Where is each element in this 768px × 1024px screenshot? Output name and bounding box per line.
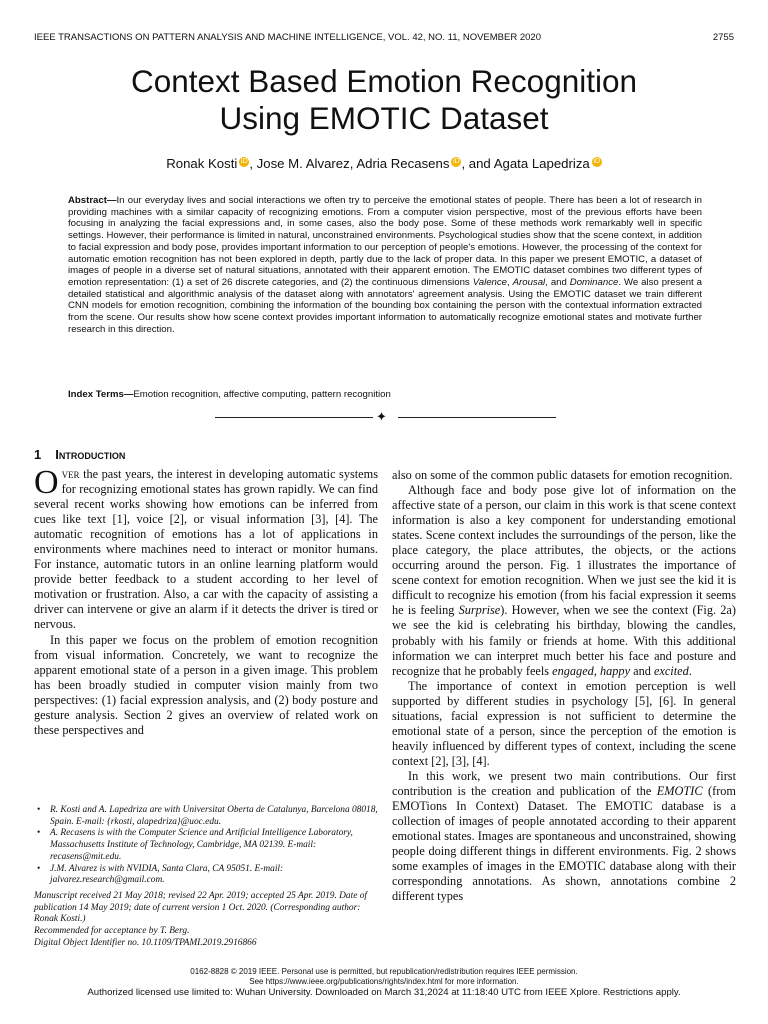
- right-column: [392, 468, 736, 904]
- section-number: 1: [34, 447, 42, 462]
- divider-diamond-icon: ✦: [376, 409, 387, 424]
- manuscript-dates: Manuscript received 21 May 2018; revised 22 Apr. 2019; accepted 25 Apr. 2019. Date of publication 14 May 2019; date of current version 1 Oct. 2020. (Corresponding author: Ronak Kosti.): [34, 890, 367, 925]
- intro-paragraph-5: The importance of context in emotion perception is well supported by different studies in psychology [5], [6]. In general situations, facial expression is not sufficient to determine the emotional state of a person, since the perception of the emotion is heavily influenced by different types of context, including the scene context [2], [3], [4].: [392, 678, 736, 768]
- abstract-dominance: Dominance: [569, 276, 619, 288]
- orcid-icon[interactable]: iD: [453, 158, 460, 165]
- journal-header: IEEE TRANSACTIONS ON PATTERN ANALYSIS AND MACHINE INTELLIGENCE, VOL. 42, NO. 11, NOVEMBER 2020: [34, 32, 541, 43]
- emotion-excited: excited: [653, 663, 689, 678]
- intro-paragraph-3: also on some of the common public datasets for emotion recognition.: [392, 468, 733, 482]
- paper-title: [0, 63, 768, 137]
- affiliation-item: • R. Kosti and A. Lapedriza are with Universitat Oberta de Catalunya, Barcelona 08018, Spain. E-mail: {rkosti, alapedriza}@uoc.edu.: [50, 805, 378, 828]
- paragraph-text: ). However, when we see the context (Fig. 2a) we see the kid is celebrating his birthday, blowing the candles, probably with his family or friends at home. With this additional information we can interpret much better his face and posture and recognize that he probably feels: [392, 603, 736, 678]
- title-line-1: Context Based Emotion Recognition: [130, 63, 638, 99]
- punctuation: .: [688, 663, 692, 678]
- first-word: ver: [61, 467, 80, 481]
- abstract-valence: Valence: [472, 276, 508, 288]
- emotion-engaged: engaged: [552, 663, 594, 678]
- abstract: [68, 195, 702, 335]
- recommended-by: Recommended for acceptance by T. Berg.: [34, 926, 190, 937]
- intro-paragraph-4: [392, 483, 736, 679]
- page-number: 2755: [712, 32, 734, 43]
- affiliation-item: • A. Recasens is with the Computer Science and Artificial Intelligence Laboratory, Massachusetts Institute of Technology, Cambridge, MA 02139. E-mail: recasens@mit.edu.: [50, 828, 378, 863]
- abstract-arousal: Arousal: [512, 276, 546, 288]
- copyright-line-1: 0162-8828 © 2019 IEEE. Personal use is permitted, but republication/redistribution requires IEEE permission.: [190, 967, 578, 976]
- intro-paragraph-1: [34, 464, 378, 633]
- section-heading: [34, 447, 125, 462]
- paragraph-text: (from EMOTions In Context) Dataset. The EMOTIC database is a collection of images of people annotated according to their apparent emotional states. Images are spontaneous and unconstrained, showing people doing different things in different environments. Fig. 2 shows some examples of images in the EMOTIC database along with their corresponding annotations. As shown, annotations combine 2 different types: [392, 783, 736, 904]
- punctuation: ,: [593, 663, 600, 678]
- abstract-sep: , and: [545, 276, 570, 288]
- abstract-sep: ,: [507, 276, 513, 288]
- abstract-text-1: In our everyday lives and social interactions we often try to perceive the emotional states of people. There has been a lot of research in providing machines with a similar capacity of recognizing emotions. From a computer vision perspective, most of the previous efforts have been focusing in analyzing the facial expressions and, in some cases, also the body pose. Some of these methods work remarkably well in specific settings. However, their performance is limited in natural, unconstrained environments. Psychological studies show that the scene context, in addition to facial expression and body pose, provides important information to our perception of people's emotions. However, the processing of the context for automatic emotion recognition has not been explored in depth, partly due to the lack of proper data. In this paper we present EMOTIC, a dataset of images of people in a diverse set of natural situations, annotated with their apparent emotion. The EMOTIC dataset combines two different types of emotion representation: (1) a set of 26 discrete categories, and (2) the continuous dimensions: [68, 195, 702, 288]
- paragraph-text: Although face and body pose give lot of information on the affective state of a person, our claim in this work is that scene context information is also a key component for understanding emotional states. Scene context includes the surroundings of the person, like the place category, the place attributes, the objects, or the actions occurring around the person. Fig. 1 illustrates the importance of scene context for emotion recognition. When we just see the kid it is difficult to recognize his emotion (from his facial expression it seems he is feeling: [392, 483, 736, 618]
- orcid-icon[interactable]: iD: [593, 158, 601, 165]
- author-lapedriza: , and Agata Lapedriza: [461, 156, 590, 171]
- abstract-text-2: . We also present a detailed statistical and algorithmic analysis of the dataset along with annotators' agreement analysis. Using the EMOTIC dataset we train different CNN models for emotion recognition, combining the information of the bounding box containing the person with the contextual information extracted from the scene. Our results show how scene context provides important information to automatically recognize emotional states and motivate further research in this direction.: [68, 276, 703, 335]
- dataset-name: EMOTIC: [656, 783, 703, 798]
- conjunction: and: [630, 663, 654, 678]
- section-title: Introduction: [55, 447, 126, 462]
- affiliation-item: • J.M. Alvarez is with NVIDIA, Santa Clara, CA 95051. E-mail: jalvarez.research@gmail.com.: [50, 864, 378, 887]
- copyright-notice: [0, 967, 768, 987]
- author-kosti: Ronak Kosti: [166, 156, 238, 171]
- doi[interactable]: Digital Object Identifier no. 10.1109/TPAMI.2019.2916866: [34, 937, 257, 948]
- index-terms: [68, 389, 702, 401]
- affiliation-list: [34, 805, 378, 887]
- paragraph-text: the past years, the interest in developing automatic systems for recognizing emotional states has grown rapidly. We can find several recent works showing how emotions can be inferred from cues like text [1], voice [2], or visual information [3], [4]. The automatic recognition of emotions has a lot of applications in environments where machines need to interact or monitor humans. For instance, automatic tutors in an online learning platform would provide better feedback to a student according to her level of motivation or frustration. Also, a car with the capacity of assisting a driver can intervene or give an alarm if it detects the driver is tired or nervous.: [34, 467, 378, 632]
- index-terms-text: Emotion recognition, affective computing, pattern recognition: [133, 389, 391, 400]
- drop-cap: O: [34, 464, 59, 501]
- license-notice: Authorized licensed use limited to: Wuhan University. Downloaded on March 31,2024 at 11:18:40 UTC from IEEE Xplore. Restrictions apply.: [87, 987, 681, 998]
- index-terms-label: Index Terms—: [68, 389, 134, 400]
- emotion-surprise: Surprise: [458, 603, 501, 618]
- left-column: [34, 464, 378, 738]
- title-line-2: Using EMOTIC Dataset: [219, 100, 549, 136]
- abstract-label: Abstract—: [68, 195, 117, 206]
- author-alvarez-recasens: , Jose M. Alvarez, Adria Recasens: [249, 156, 450, 171]
- copyright-line-2[interactable]: See https://www.ieee.org/publications/rights/index.html for more information.: [249, 977, 519, 986]
- intro-paragraph-6: [392, 769, 736, 904]
- author-list: [0, 156, 768, 171]
- footnotes: [34, 805, 378, 949]
- orcid-icon[interactable]: iD: [241, 158, 248, 165]
- intro-paragraph-2: In this paper we focus on the problem of emotion recognition from visual information. Concretely, we want to recognize the apparent emotional state of a person in a given image. This problem has been broadly studied in computer vision mainly from two perspectives: (1) facial expression analysis, and (2) body posture and gesture analysis. Section 2 gives an overview of related work on these perspectives and: [34, 632, 378, 737]
- paragraph-text: In this work, we present two main contributions. Our first contribution is the creation and publication of the: [392, 768, 736, 798]
- divider-line-right: [398, 417, 556, 418]
- divider-line-left: [215, 417, 373, 418]
- emotion-happy: happy: [599, 663, 631, 678]
